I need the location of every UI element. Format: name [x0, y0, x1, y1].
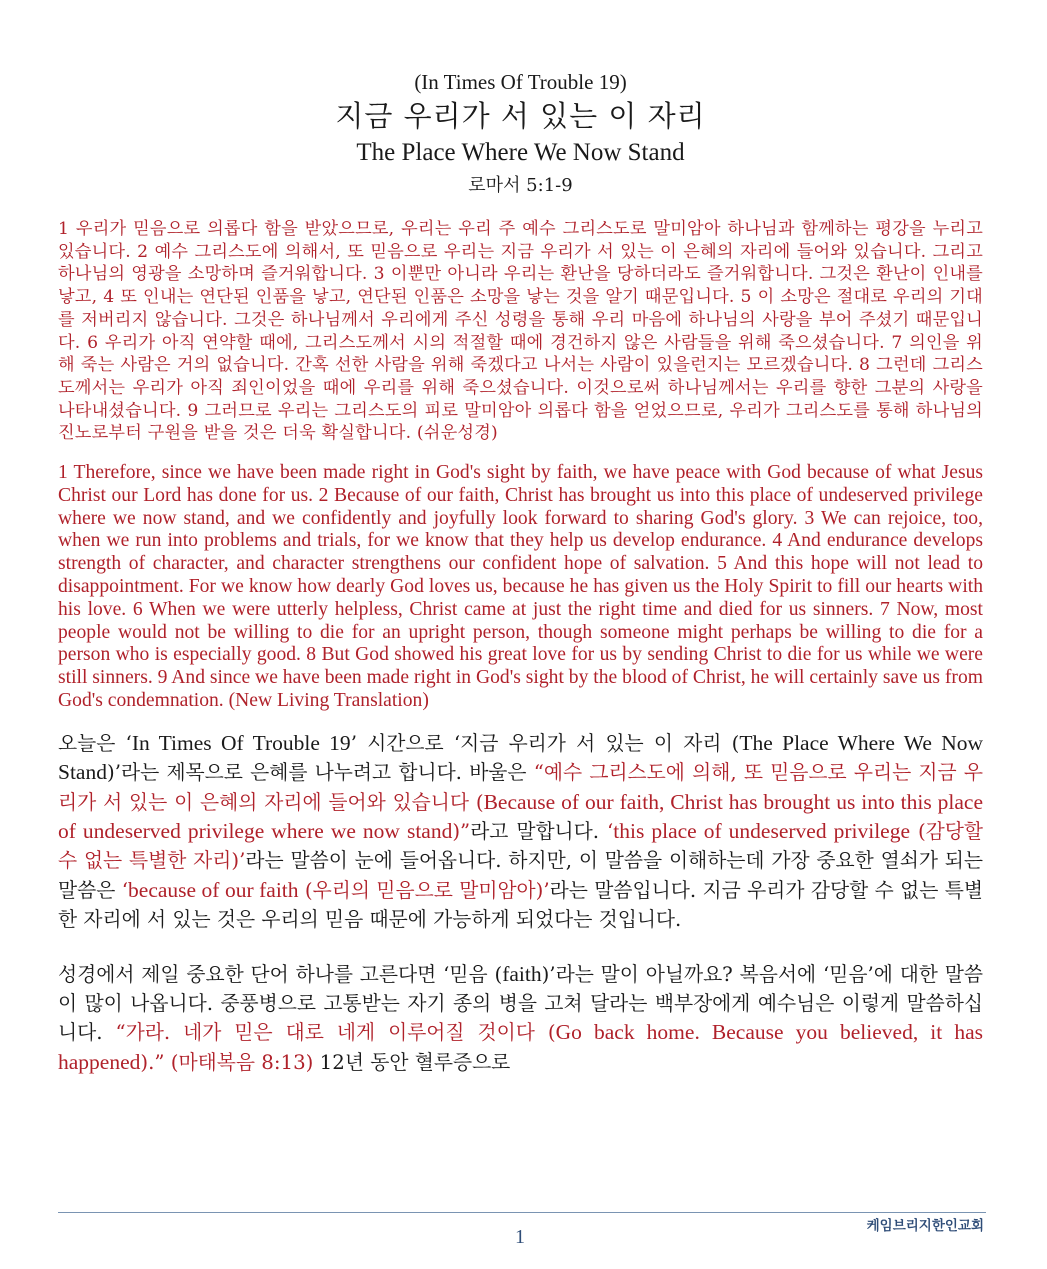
text-span: )’라는 제목으로 은혜를 나누려고 합니다. 바울은	[106, 761, 534, 785]
quote-english: because of our faith	[128, 877, 299, 902]
footer-divider	[58, 1212, 986, 1213]
sermon-paragraph-1	[58, 729, 983, 935]
sermon-title-korean: 지금 우리가 서 있는 이 자리	[335, 99, 706, 133]
sermon-title-english: The Place Where We Now Stand	[356, 139, 685, 166]
text-span-english: faith	[502, 961, 542, 986]
quote-korean: “가라. 네가 믿은 대로 네게 이루어질 것이다 (	[115, 1021, 556, 1045]
quote-english: Because of our faith, Christ has brought us into this place of undeserved privilege where we now stand	[58, 789, 983, 844]
text-span: 라고 말합니다.	[470, 820, 607, 844]
verse-citation: (마태복음 8:13)	[164, 1050, 314, 1074]
church-name: 케임브리지한인교회	[866, 1218, 984, 1234]
text-span: 라는 말씀입니다. 지금 우리가 감당할 수 없는 특별한 자리에 서 있는 것은 우리의 믿음 때문에 가능하게 되었다는 것입니다.	[58, 878, 983, 932]
quote-open: ‘	[121, 878, 129, 902]
quote-korean: (우리의 믿음으로 말미암아)’	[298, 878, 550, 902]
text-span: 라는 말씀이 눈에 들어옵니다. 하지만, 이 말씀을 이해하는데 가장 중요한 열쇠가 되는 말씀은	[58, 849, 983, 902]
quote-korean: (감당할 수 없는 특별한 자리)’	[58, 820, 983, 873]
page-number: 1	[515, 1226, 525, 1248]
sermon-header	[58, 68, 983, 200]
quote-close: ).”	[140, 1050, 165, 1074]
quote-open: ‘	[607, 820, 614, 844]
series-title: (In Times Of Trouble 19)	[414, 70, 627, 94]
sermon-paragraph-2	[58, 960, 983, 1078]
quote-close: )”	[452, 820, 471, 844]
text-span-english: The Place Where We Now Stand	[58, 730, 984, 785]
scripture-english: 1 Therefore, since we have been made right in God's sight by faith, we have peace with God because of what Jesus Christ our Lord has done for us. 2 Because of our faith, Christ has brought us into this place of undeserved privilege where we now stand, and we confidently and joyfully look forward to sharing God's glory. 3 We can rejoice, too, when we run into problems and trials, for we know that they help us develop endurance. 4 And endurance develops strength of character, and character strengthens our confident hope of salvation. 5 And this hope will not lead to disappointment. For we know how dearly God loves us, because he has given us the Holy Spirit to fill our hearts with his love. 6 When we were utterly helpless, Christ came at just the right time and died for us sinners. 7 Now, most people would not be willing to die for an upright person, though someone might perhaps be willing to die for a person who is especially good. 8 But God showed his great love for us by sending Christ to die for us while we were still sinners. 9 And since we have been made right in God's sight by the blood of Christ, he will certainly save us from God's condemnation. (New Living Translation)	[58, 462, 983, 711]
quote-korean: “예수 그리스도에 의해, 또 믿음으로 우리는 지금 우리가 서 있는 이 은혜의 자리에 들어와 있습니다 (	[58, 761, 983, 814]
text-span: )’라는 말이 아닐까요? 복음서에 ‘믿음’에 대한 말씀이 많이 나옵니다. 중풍병으로 고통받는 자기 종의 병을 고쳐 달라는 백부장에게 예수님은 이렇게 말씀하십니다.	[58, 962, 983, 1045]
document-page	[58, 68, 983, 1077]
quote-english: Go back home. Because you believed, it has happened	[58, 1020, 984, 1074]
quote-english: this place of undeserved privilege	[613, 819, 911, 844]
scripture-korean: 1 우리가 믿음으로 의롭다 함을 받았으므로, 우리는 우리 주 예수 그리스도로 말미암아 하나님과 함께하는 평강을 누리고 있습니다. 2 예수 그리스도에 의해서, 또 믿음으로 우리는 지금 우리가 서 있는 이 은혜의 자리에 들어와 있습니다. 그리고 하나님의 영광을 소망하며 즐거워합니다. 3 이뿐만 아니라 우리는 환난을 당하더라도 즐거워합니다. 그것은 환난이 인내를 낳고, 4 또 인내는 연단된 인품을 낳고, 연단된 인품은 소망을 낳는 것을 알기 때문입니다. 5 이 소망은 절대로 우리의 기대를 저버리지 않습니다. 그것은 하나님께서 우리에게 주신 성령을 통해 우리 마음에 하나님의 사랑을 부어 주셨기 때문입니다. 6 우리가 아직 연약할 때에, 그리스도께서 시의 적절할 때에 경건하지 않은 사람들을 위해 죽으셨습니다. 7 의인을 위해 죽는 사람은 거의 없습니다. 간혹 선한 사람을 위해 죽겠다고 나서는 사람이 있을런지는 모르겠습니다. 8 그런데 그리스도께서는 우리가 아직 죄인이었을 때에 우리를 위해 죽으셨습니다. 이것으로써 하나님께서는 우리를 향한 그분의 사랑을 나타내셨습니다. 9 그러므로 우리는 그리스도의 피로 말미암아 의롭다 함을 얻었으므로, 우리가 그리스도를 통해 하나님의 진노로부터 구원을 받을 것은 더욱 확실합니다. (쉬운성경)	[58, 219, 983, 444]
text-span: 12년 동안 혈루증으로	[313, 1050, 511, 1074]
scripture-reference: 로마서 5:1-9	[468, 175, 573, 196]
text-span: 성경에서 제일 중요한 단어 하나를 고른다면 ‘믿음 (	[58, 962, 503, 986]
text-span-english: In Times Of Trouble 19	[131, 730, 351, 755]
text-span: ’ 시간으로 ‘지금 우리가 서 있는 이 자리 (	[350, 731, 740, 755]
text-span: 오늘은 ‘	[58, 731, 132, 755]
